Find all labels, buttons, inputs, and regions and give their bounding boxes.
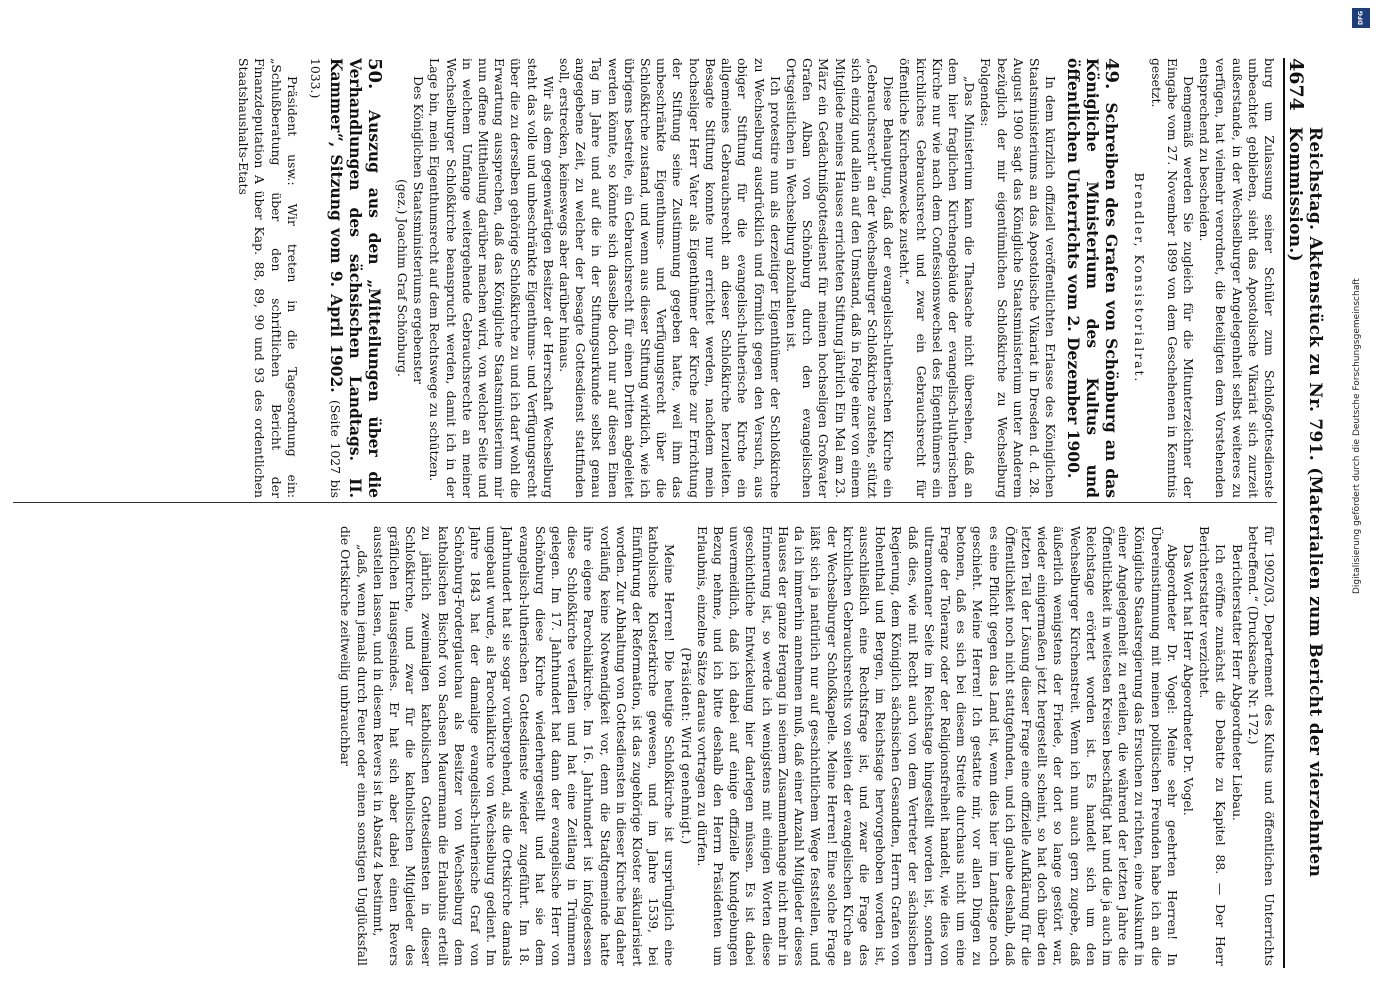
- running-title: Reichstag. Aktenstück zu Nr. 791. (Materialien zum Bericht der vierzehnten Kommission.): [1285, 126, 1325, 878]
- signature: Brendler, Konsistorialrat.: [1132, 172, 1148, 384]
- paragraph: Wir als dem gegenwärtigen Besitzer der Herrschaft Wechselburg steht das volle und unbeschränkte Eigenthums- und Verfügungsrecht über die zu derselben gehörige Schloßkirche zu und ich darf wohl die Erwartung aussprechen, daß das Königliche Staatsministerium mir nun offene Mittheilung darüber machen wird, von welcher Seite und in welchem Umfange weitergehende Gebrauchsrechte an meiner Wechselburger Schloßkirche beansprucht werden, damit ich in der Lage bin, mein Eigenthumsrecht auf dem Rechtswege zu schützen.: [427, 58, 556, 498]
- right-column: [13, 526, 1277, 966]
- paragraph: „daß, wenn jemals durch Feuer oder einen sonstigen Unglücksfall die Ortskirche zeitweilig unbrauchbar: [338, 526, 370, 966]
- paragraph: burg um Zulassung seiner Schüler zum Schloßgottesdienste unbeachtet geblieben, sieht das Apostolische Vikariat sich zurzeit außerstande, in der Wechselburger Angelegenheit selbst weiteres zu verfügen, hat vielmehr verordnet, die Beteiligten dem Vorstehenden entsprechend zu bescheiden.: [1197, 58, 1277, 498]
- section-number: 49.: [1101, 58, 1123, 90]
- dfg-logo: DFG: [1352, 8, 1370, 28]
- signature: (gez.) Joachim Graf Schönburg.: [395, 178, 411, 377]
- paragraph: Das Wort hat Herr Abgeordneter Dr. Vogel.: [1180, 544, 1196, 816]
- paragraph: Demgemäß werden Sie zugleich für die Mitunterzeichner der Eingabe vom 27. November 1899 von dem Geschehenen in Kenntnis gesetzt.: [1148, 58, 1196, 498]
- paragraph: Berichterstatter Herr Abgeordneter Liebau.: [1229, 544, 1245, 821]
- section-number: 50.: [363, 58, 385, 90]
- section-heading-49: [1064, 58, 1121, 498]
- paragraph: „Das Ministerium kann die Thatsache nicht übersehen, daß an dem hier fraglichen Kirchengebäude der evangelisch-lutherischen Kirche nur wie nach dem Confessionswechsel des Eigenthümers ein kirchliches Gebrauchsrecht und zwar ein Gebrauchsrecht für öffentliche Kirchenzwecke zusteht.“: [897, 58, 978, 498]
- section-title: Schreiben des Grafen von Schönburg an das Königliche Ministerium des Kultus und öffentlichen Unterrichts vom 2. Dezember 1900.: [1064, 58, 1122, 498]
- scan-margin: [1352, 8, 1378, 608]
- paragraph: Ich eröffne zunächst die Debatte zu Kapitel 88. — Der Herr Berichterstatter verzichtet.: [1197, 526, 1229, 966]
- paragraph: für 1902/03, Departement des Kultus und öffentlichen Unterrichts betreffend.“ (Drucksache Nr. 172.): [1245, 526, 1277, 966]
- paragraph: Ich protestire nun als derzeitiger Eigenthümer der Schloßkirche zu Wechselburg ausdrücklich und förmlich gegen den Versuch, aus obiger Stiftung für die evangelisch-lutherische Kirche ein allgemeines Gebrauchsrecht an dieser Schloßkirche herzuleiten. Besagte Stiftung konnte nur errichtet werden, nachdem mein hochseliger Herr Vater als Eigenthümer der Kirche zur Errichtung der Stiftung seine Zustimmung gegeben hatte, weil ihm das unbeschränkte Eigenthums- und Verfügungsrecht über die Schloßkirche zustand, und wenn aus dieser Stiftung wirklich, wie ich übrigens bestreite, ein Gebrauchsrecht für einen Dritten abgeleitet werden könnte, so könnte sich dasselbe doch nur auf diesen Einen Tag im Jahre und auf die in der Stiftungsurkunde selbst genau angegebene Zeit, zu welcher der besagte Gottesdienst stattfinden soll, erstrecken, keineswegs aber darüber hinaus.: [557, 58, 783, 498]
- paragraph: Meine Herren! Die heutige Schloßkirche ist ursprünglich eine katholische Klosterkirche gewesen, und im Jahre 1539, bei Einführung der Reformation, ist das zugehörige Kloster säkularisiert worden. Zur Abhaltung von Gottesdiensten in dieser Kirche lag daher vorläufig keine Notwendigkeit vor, denn die Stadtgemeinde hatte ihre eigene Parochialkirche. Im 16. Jahrhundert ist infolgedessen diese Schloßkirche verfallen und hat eine Zeitlang in Trümmern gelegen. Im 17. Jahrhundert hat dann der evangelische Herr von Schönburg diese Kirche wiederhergestellt und hat sie dem evangelisch-lutherischen Gottesdienste wieder zugeführt. Im 18. Jahrhundert hat sie sogar vorübergehend, als die Ortskirche damals umgebaut wurde, als Parochialkirche von Wechselburg gedient. Im Jahre 1843 hat der damalige evangelisch-lutherische Graf von Schönburg-Forderglauchau als Besitzer von Wechselburg dem katholischen Bischof von Sachsen Mauermann die Erlaubnis erteilt zu jährlich zweimaligen katholischen Gottesdiensten in dieser Schloßkirche, und zwar für die katholischen Mitglieder des gräflichen Hausgesindes. Er hat sich aber dabei einen Revers ausstellen lassen, und in diesem Revers ist in Absatz 4 bestimmt,: [370, 526, 678, 966]
- paragraph: Präsident usw.: Wir treten in die Tagesordnung ein: „Schlußberatung über den schriftlichen Bericht der Finanzdeputation A über Kap. 88, 89, 90 und 93 des ordentlichen Staatshaushalts-Etats: [236, 58, 300, 498]
- column-divider: [13, 502, 1277, 503]
- page-number: 4674: [1285, 58, 1307, 111]
- digitization-note: Digitalisierung gefördert durch die Deutsche Forschungsgemeinschaft: [1352, 278, 1362, 594]
- interjection: (Präsident: Wird genehmigt.): [678, 647, 694, 845]
- page-header: [1283, 58, 1325, 968]
- section-title: Auszug aus den „Mitteilungen über die Verhandlungen des sächsischen Landtags. II. Kammer“, Sitzung vom 9. April 1902.: [326, 58, 384, 498]
- left-column: [13, 58, 1277, 498]
- paragraph: Abgeordneter Dr. Vogel: Meine sehr geehrten Herren! In Übereinstimmung mit meinen politischen Freunden habe ich an die Königliche Staatsregierung das Ersuchen zu richten, eine Auskunft in einer Angelegenheit zu erteilen, die während der letzten Jahre die Öffentlichkeit in weitesten Kreisen beschäftigt hat und die ja auch im Reichstage erörtert worden ist. Es handelt sich um den Wechselburger Kirchenstreit. Wenn ich nun auch gern zugebe, daß äußerlich wenigstens der Friede, der dort so lange gestört war, wieder einigermaßen jetzt hergestellt scheint, so hat doch über den letzten Teil der Lösung dieser Frage eine offizielle Aufklärung für die Öffentlichkeit noch nicht stattgefunden, und ich glaube deshalb, daß es eine Pflicht gegen das Land ist, wenn dies hier im Landtage noch geschieht. Meine Herren! Ich gestatte mir, vor allen Dingen zu betonen, daß es sich bei diesem Streite durchaus nicht um eine Frage der Toleranz oder der Religionsfreiheit handelt, wie dies von ultramontaner Seite im Reichstage hingestellt worden ist, sondern daß dies, wie mit Recht auch von dem Vertreter der sächsischen Regierung, dem Königlich sächsischen Gesandten, Herrn Grafen von Hohenthal und Bergen, im Reichstage hervorgehoben worden ist, ausschließlich eine Rechtsfrage ist, und zwar die Frage des kirchlichen Gebrauchsrechts von seiten der evangelischen Kirche an der Wechselburger Schloßkapelle. Meine Herren! Eine solche Frage läßt sich ja natürlich nur auf geschichtlichem Wege feststellen, und da ich immerhin annehmen muß, daß einer Anzahl Mitglieder dieses Hauses der ganze Hergang in seinem Zusammenhange nicht mehr in Erinnerung ist, so werde ich wenigstens mit einigen Worten diese geschichtliche Entwickelung hier darlegen müssen. Es ist dabei unvermeidlich, daß ich dabei auf einige offizielle Kundgebungen Bezug nehme, und ich bitte deshalb den Herrn Präsidenten um Erlaubnis, einzelne Sätze daraus vortragen zu dürfen.: [694, 526, 1180, 966]
- section-reference: (Seite 1027 bis 1033.): [307, 58, 343, 498]
- section-heading-50: [306, 58, 384, 498]
- paragraph: Des Königlichen Staatsministeriums ergebenster: [411, 76, 427, 385]
- paragraph: In dem kürzlich offiziell veröffentlichten Erlasse des Königlichen Staatsministeriums an das Apostolische Vikariat in Dresden d. d. 28. August 1900 sagt das Königliche Staatsministerium unter Anderem bezüglich der mir eigentümlichen Schloßkirche zu Wechselburg Folgendes:: [978, 58, 1059, 498]
- paragraph: Diese Behauptung, daß der evangelisch-lutherischen Kirche ein „Gebrauchsrecht“ an der Wechselburger Schloßkirche zustehe, stützt sich einzig und allein auf den Umstand, daß in Folge einer von einem Mitgliede meines Hauses errichteten Stiftung jährlich Ein Mal am 23. März ein Gedächtnißgottesdienst für meinen hochseligen Großvater Grafen Alban von Schönburg durch den evangelischen Ortsgeistlichen in Wechselburg abzuhalten ist.: [783, 58, 897, 498]
